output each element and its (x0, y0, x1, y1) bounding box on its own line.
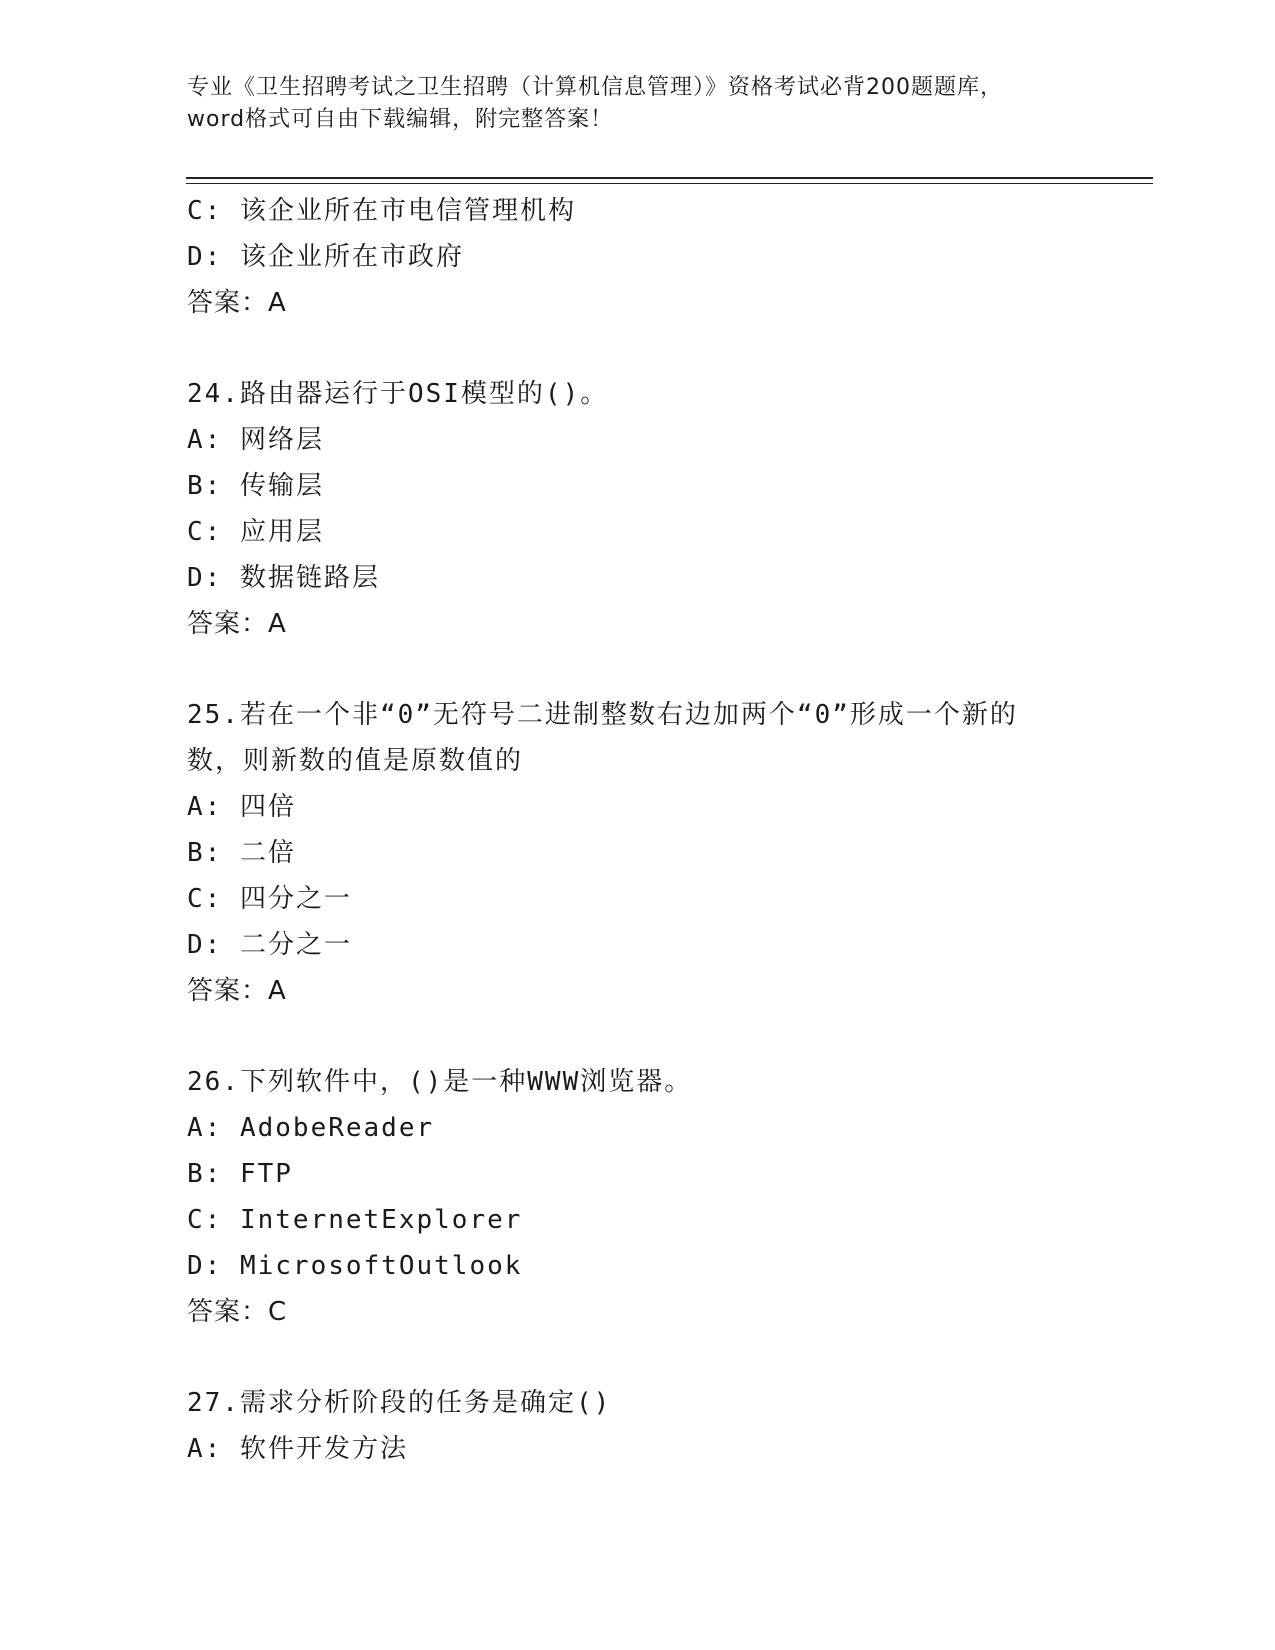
option-d: D: 二分之一 (187, 930, 352, 960)
question-stem: 24.路由器运行于OSI模型的()。 (187, 379, 609, 409)
question-list (187, 188, 1087, 1472)
option-c: C: 应用层 (187, 517, 324, 547)
question-stem: 26.下列软件中，()是一种WWW浏览器。 (187, 1067, 693, 1097)
answer-line: 答案：C (187, 1297, 288, 1327)
answer-line: 答案：A (187, 976, 287, 1006)
question-block-24 (187, 371, 1087, 647)
question-block-27 (187, 1380, 1087, 1472)
question-spacer (187, 326, 1087, 371)
option-c: C: 四分之一 (187, 884, 352, 914)
header-divider-thick (186, 177, 1153, 179)
question-stem-line-1: 25.若在一个非“0”无符号二进制整数右边加两个“0”形成一个新的 (187, 700, 1018, 730)
option-b: B: 传输层 (187, 471, 324, 501)
header-line-2: word格式可自由下载编辑，附完整答案！ (187, 107, 614, 132)
option-d: D: 该企业所在市政府 (187, 242, 464, 272)
header-divider-thin (186, 183, 1153, 184)
option-a: A: AdobeReader (187, 1113, 435, 1143)
answer-line: 答案：A (187, 609, 287, 639)
question-spacer (187, 1014, 1087, 1059)
option-b: B: FTP (187, 1159, 293, 1189)
option-d: D: 数据链路层 (187, 563, 380, 593)
option-a: A: 四倍 (187, 792, 296, 822)
question-spacer (187, 1335, 1087, 1380)
question-stem-line-2: 数，则新数的值是原数值的 (187, 746, 524, 776)
question-spacer (187, 647, 1087, 692)
question-block-prev (187, 188, 1087, 326)
option-b: B: 二倍 (187, 838, 296, 868)
answer-line: 答案：A (187, 288, 287, 318)
header-line-1: 专业《卫生招聘考试之卫生招聘（计算机信息管理）》资格考试必背200题题库， (187, 75, 1003, 100)
option-c: C: 该企业所在市电信管理机构 (187, 196, 576, 226)
document-header (187, 72, 1087, 136)
question-stem: 27.需求分析阶段的任务是确定() (187, 1388, 612, 1418)
option-c: C: InternetExplorer (187, 1205, 523, 1235)
option-d: D: MicrosoftOutlook (187, 1251, 523, 1281)
option-a: A: 网络层 (187, 425, 324, 455)
question-block-25 (187, 692, 1087, 1014)
option-a: A: 软件开发方法 (187, 1434, 408, 1464)
question-block-26 (187, 1059, 1087, 1335)
